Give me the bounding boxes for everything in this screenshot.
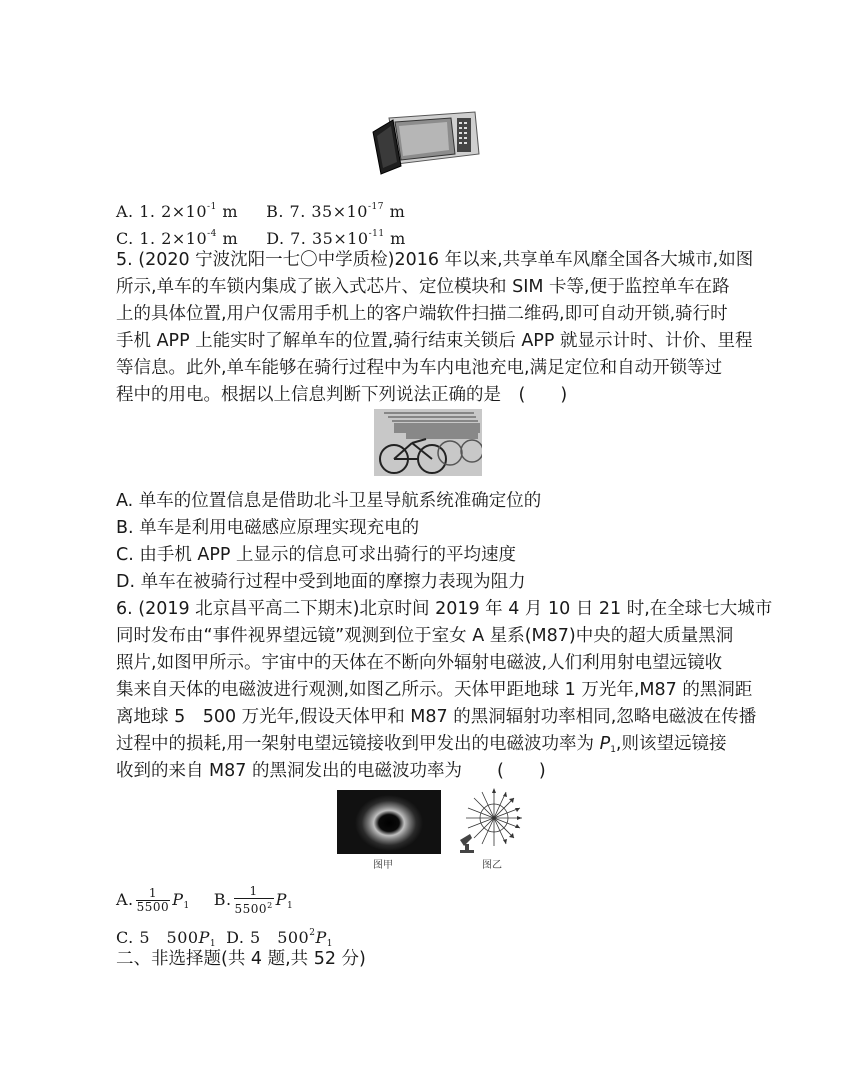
section-2-heading: 二、非选择题(共 4 题,共 52 分) — [116, 949, 366, 969]
radio-telescope-figure — [456, 788, 528, 854]
q5-line-6: 程中的用电。根据以上信息判断下列说法正确的是 ( ) — [116, 385, 568, 405]
q6-line-2: 同时发布由“事件视界望远镜”观测到位于室女 A 星系(M87)中央的超大质量黑洞 — [116, 626, 734, 646]
q6-option-c: C. 5 $500P_1$ — [116, 928, 217, 949]
q6-option-a: A. $\frac{1}{5500}$ $P_1$ — [116, 886, 190, 914]
q5-option-a: A. 单车的位置信息是借助北斗卫星导航系统准确定位的 — [116, 491, 542, 511]
q6-line-7: 收到的来自 M87 的黑洞发出的电磁波功率为 ( ) — [116, 761, 546, 781]
q5-line-4: 手机 APP 上能实时了解单车的位置,骑行结束关锁后 APP 就显示计时、计价、里程 — [116, 331, 753, 351]
q5-line-5: 等信息。此外,单车能够在骑行过程中为车内电池充电,满足定位和自动开锁等过 — [116, 358, 723, 378]
q5-line-2: 所示,单车的车锁内集成了嵌入式芯片、定位模块和 SIM 卡等,便于监控单车在路 — [116, 277, 730, 297]
bicycles-figure — [374, 409, 482, 476]
q6-option-b: B. $\frac{1}{5500^2}$ $P_1$ — [213, 884, 294, 916]
q6-line-4: 集来自天体的电磁波进行观测,如图乙所示。天体甲距地球 1 万光年,M87 的黑洞距 — [116, 680, 753, 700]
q5-option-b: B. 单车是利用电磁感应原理实现充电的 — [116, 518, 420, 538]
q5-option-d: D. 单车在被骑行过程中受到地面的摩擦力表现为阻力 — [116, 572, 526, 592]
figure-a-caption: 图甲 — [373, 860, 393, 871]
q6-option-d: D. 5 $500^2P_1$ — [226, 928, 333, 949]
q4-option-d: D. 7. $35\times 10^{-11}$ m — [266, 229, 406, 248]
microwave-figure — [371, 110, 481, 176]
q6-option-row-1 — [116, 885, 293, 921]
q4-option-a: A. 1. $2\times 10^{-1}$ m — [116, 202, 239, 221]
q5-line-3: 上的具体位置,用户仅需用手机上的客户端软件扫描二维码,即可自动开锁,骑行时 — [116, 304, 728, 324]
black-hole-figure — [337, 790, 441, 854]
q4-option-b: B. 7. $35\times 10^{-17}$ m — [266, 202, 406, 221]
q6-line-5: 离地球 5 500 万光年,假设天体甲和 M87 的黑洞辐射功率相同,忽略电磁波在传播 — [116, 707, 757, 727]
q6-line-3: 照片,如图甲所示。宇宙中的天体在不断向外辐射电磁波,人们利用射电望远镜收 — [116, 653, 723, 673]
q4-option-c: C. 1. $2\times 10^{-4}$ m — [116, 229, 239, 248]
q5-line-1: 5. (2020 宁波沈阳一七〇中学质检)2016 年以来,共享单车风靡全国各大城市,如图 — [116, 250, 754, 270]
q6-line-1: 6. (2019 北京昌平高二下期末)北京时间 2019 年 4 月 10 日 21 时,在全球七大城市 — [116, 599, 773, 619]
q6-line-6: 过程中的损耗,用一架射电望远镜接收到甲发出的电磁波功率为 $P_1$,则该望远镜接 — [116, 734, 727, 755]
q5-option-c: C. 由手机 APP 上显示的信息可求出骑行的平均速度 — [116, 545, 517, 565]
figure-b-caption: 图乙 — [482, 860, 502, 871]
